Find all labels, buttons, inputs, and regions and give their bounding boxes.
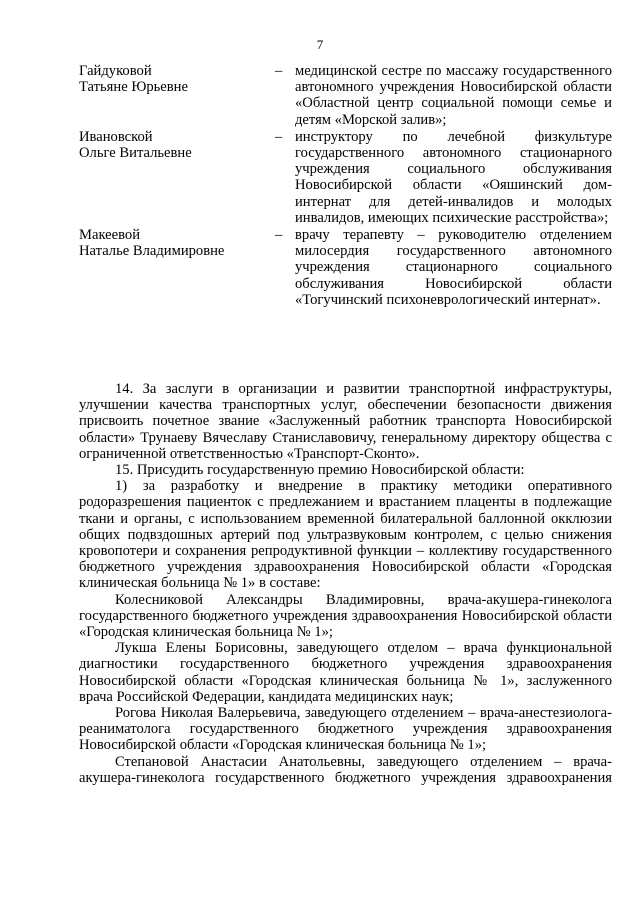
awardee-given-names: Ольге Витальевне	[79, 145, 192, 162]
body-text	[79, 381, 612, 786]
awardee-entry	[79, 63, 612, 128]
awardee-description: инструктору по лечебной физкультуре государственного автономного стационарного учреждения социального обслуживания Новосибирской области «Ояшинский дом-интернат для детей-инвалидов и молодых инвалидов, имеющих психические расстройства»;	[295, 128, 612, 226]
awardee-description: медицинской сестре по массажу государственного автономного учреждения Новосибирской области «Областной центр социальной помощи семье и детям «Морской залив»;	[295, 63, 612, 128]
awardee-name	[79, 227, 275, 308]
paragraph-member-2: Лукша Елены Борисовны, заведующего отделом – врача функциональной диагностики государственного бюджетного учреждения здравоохранения Новосибирской области «Городская клиническая больница № 1», заслуженного врача Российской Федерации, кандидата медицинских наук;	[79, 640, 612, 705]
awardee-surname: Гайдуковой	[79, 63, 152, 79]
paragraph-item-15: 15. Присудить государственную премию Новосибирской области:	[115, 462, 525, 479]
awardee-dash: –	[275, 227, 283, 244]
paragraph-member-3: Рогова Николая Валерьевича, заведующего отделением – врача-анестезиолога-реаниматолога государственного бюджетного учреждения здравоохранения Новосибирской области «Городская клиническая больница № 1»;	[79, 705, 612, 754]
awardee-surname: Ивановской	[79, 128, 153, 145]
paragraph-member-1: Колесниковой Александры Владимировны, врача-акушера-гинеколога государственного бюджетного учреждения здравоохранения Новосибирской области «Городская клиническая больница № 1»;	[79, 591, 612, 641]
awardee-entry	[79, 227, 612, 308]
awardee-name	[79, 63, 275, 128]
paragraph-subitem-1: 1) за разработку и внедрение в практику методики оперативного родоразрешения пациенток с предлежанием и врастанием плаценты в подлежащие ткани и органы, с использованием временной билатеральной баллонной окклюзии общих подвздошных артерий под ультразвуковым контролем, с целью снижения кровопотери и сохранения репродуктивной функции – коллективу государственного бюджетного учреждения здравоохранения Новосибирской области «Городская клиническая больница № 1» в составе:	[79, 478, 612, 592]
awardee-entry	[79, 129, 612, 226]
paragraph-member-4: Степановой Анастасии Анатольевны, заведующего отделением – врача-акушера-гинеколога государственного бюджетного учреждения здравоохранения	[79, 753, 612, 786]
awardee-description: врачу терапевту – руководителю отделением милосердия государственного автономного учреждения стационарного социального обслуживания Новосибирской области «Тогучинский психоневрологический интернат».	[295, 227, 612, 308]
paragraph-item-14: 14. За заслуги в организации и развитии транспортной инфраструктуры, улучшении качества транспортных услуг, обеспечении безопасности движения присвоить почетное звание «Заслуженный работник транспорта Новосибирской области» Трунаеву Вячеславу Станиславовичу, генеральному директору общества с ограниченной ответственностью «Транспорт-Сконто».	[79, 381, 612, 462]
awardee-list	[79, 63, 612, 309]
awardee-given-names: Наталье Владимировне	[79, 243, 225, 260]
awardee-name	[79, 129, 275, 226]
awardee-given-names: Татьяне Юрьевне	[79, 79, 188, 96]
awardee-dash: –	[275, 128, 283, 145]
awardee-dash: –	[275, 63, 283, 79]
awardee-surname: Макеевой	[79, 227, 141, 244]
page-number: 7	[316, 37, 324, 52]
